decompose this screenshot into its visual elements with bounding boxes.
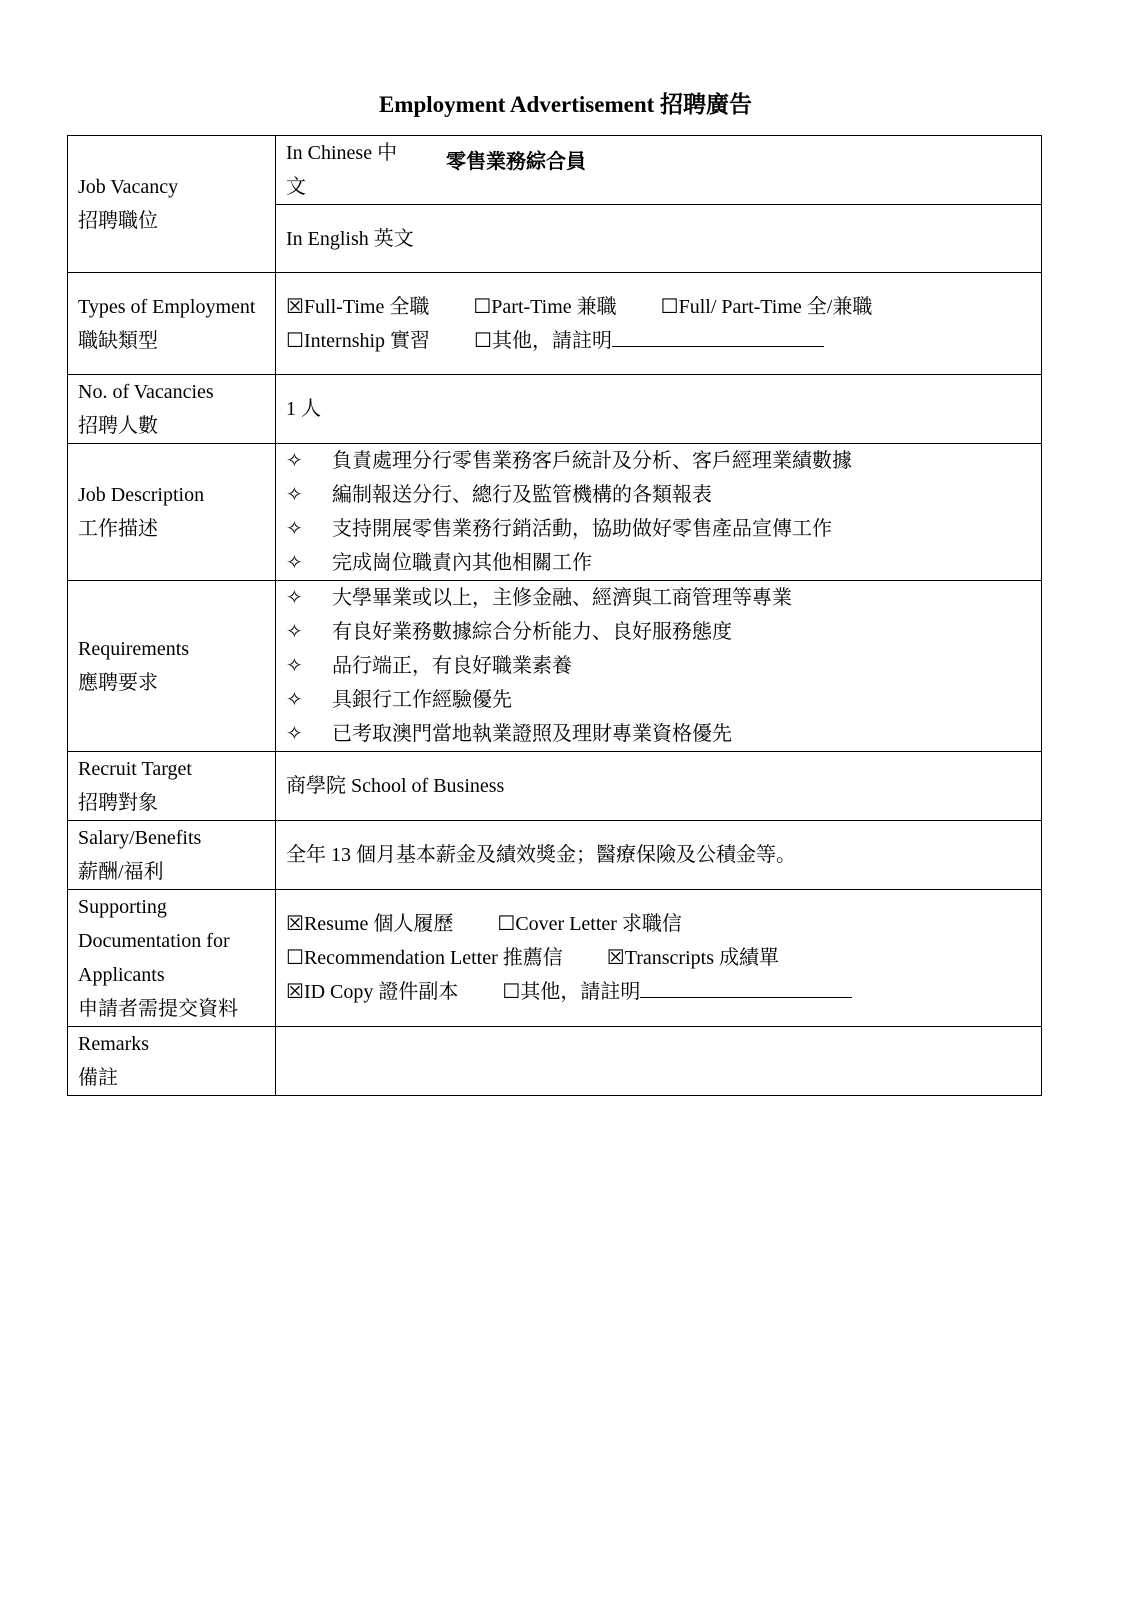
checkbox-icon[interactable]: ☐ xyxy=(474,329,492,352)
other-blank-line[interactable] xyxy=(612,324,824,347)
bullet-icon: ✧ xyxy=(286,450,303,472)
bullet-icon: ✧ xyxy=(286,689,303,711)
list-item xyxy=(286,478,1031,512)
item-text: 編制報送分行、總行及監管機構的各類報表 xyxy=(332,484,712,506)
label-cn: 招聘對象 xyxy=(78,792,158,814)
list-item xyxy=(286,546,1031,580)
option-recommendation-letter[interactable] xyxy=(286,941,563,975)
label-cn: 應聘要求 xyxy=(78,672,158,694)
bullet-icon: ✧ xyxy=(286,552,303,574)
bullet-icon: ✧ xyxy=(286,518,303,540)
label-cn: 工作描述 xyxy=(78,518,158,540)
recruit-target-value: 商學院 School of Business xyxy=(276,752,1042,821)
vacancies-label xyxy=(68,375,276,444)
option-label: Resume 個人履歷 xyxy=(303,913,454,935)
list-item xyxy=(286,717,1031,751)
requirements-list xyxy=(276,581,1042,752)
option-label: 其他，請註明 xyxy=(491,329,612,352)
job-title-cn: 零售業務綜合員 xyxy=(446,151,586,173)
job-description-list xyxy=(276,444,1042,581)
label-cn: 招聘職位 xyxy=(78,210,158,232)
option-label: Internship 實習 xyxy=(303,329,431,352)
list-item xyxy=(286,615,1031,649)
checkbox-icon[interactable]: ☐ xyxy=(473,295,492,318)
label-en: Recruit Target xyxy=(78,758,192,780)
label-cn: 備註 xyxy=(78,1067,118,1089)
list-item xyxy=(286,683,1031,717)
option-id-copy[interactable] xyxy=(286,975,458,1009)
list-item xyxy=(286,649,1031,683)
employment-type-options xyxy=(276,273,1042,375)
option-transcripts[interactable] xyxy=(607,941,779,975)
item-text: 品行端正，有良好職業素養 xyxy=(332,655,572,677)
checkbox-icon[interactable]: ☒ xyxy=(286,295,304,318)
bullet-icon: ✧ xyxy=(286,587,303,609)
option-part-time[interactable] xyxy=(473,290,616,324)
item-text: 已考取澳門當地執業證照及理財專業資格優先 xyxy=(332,723,732,745)
option-label: Recommendation Letter 推薦信 xyxy=(303,947,563,969)
option-resume[interactable] xyxy=(286,907,453,941)
job-vacancy-chinese xyxy=(276,136,1042,205)
documents-label xyxy=(68,890,276,1027)
recruit-target-label xyxy=(68,752,276,821)
checkbox-icon[interactable]: ☐ xyxy=(286,947,304,969)
option-label: Cover Letter 求職信 xyxy=(515,913,682,935)
other-blank-line[interactable] xyxy=(640,975,852,998)
salary-value: 全年 13 個月基本薪金及績效獎金；醫療保險及公積金等。 xyxy=(276,821,1042,890)
checkbox-icon[interactable]: ☒ xyxy=(606,947,625,969)
checkbox-icon[interactable]: ☒ xyxy=(286,981,304,1003)
bullet-icon: ✧ xyxy=(286,655,303,677)
option-full-part-time[interactable] xyxy=(661,290,873,324)
option-cover-letter[interactable] xyxy=(497,907,682,941)
option-label: Full-Time 全職 xyxy=(303,295,430,318)
item-text: 完成崗位職責內其他相關工作 xyxy=(332,552,592,574)
vacancies-value: 1 人 xyxy=(276,375,1042,444)
list-item xyxy=(286,581,1031,615)
in-chinese-label: In Chinese 中文 xyxy=(286,142,398,198)
remarks-value xyxy=(276,1027,1042,1096)
item-text: 具銀行工作經驗優先 xyxy=(332,689,512,711)
option-internship[interactable] xyxy=(286,324,430,358)
label-en: Types of Employment xyxy=(78,295,256,318)
label-cn: 申請者需提交資料 xyxy=(78,998,238,1020)
checkbox-icon[interactable]: ☒ xyxy=(286,913,304,935)
label-en: Job Vacancy xyxy=(78,176,179,198)
page-title: Employment Advertisement 招聘廣告 xyxy=(378,92,753,117)
label-en: Job Description xyxy=(78,484,205,506)
list-item xyxy=(286,512,1031,546)
checkbox-icon[interactable]: ☐ xyxy=(286,329,304,352)
advertisement-table xyxy=(67,135,1042,1096)
item-text: 支持開展零售業務行銷活動，協助做好零售產品宣傳工作 xyxy=(332,518,832,540)
employment-type-label xyxy=(68,273,276,375)
label-cn: 招聘人數 xyxy=(78,415,158,437)
item-text: 有良好業務數據綜合分析能力、良好服務態度 xyxy=(332,621,732,643)
label-en: Salary/Benefits xyxy=(78,827,202,849)
option-full-time[interactable] xyxy=(286,290,429,324)
option-label: 其他，請註明 xyxy=(520,981,641,1003)
checkbox-icon[interactable]: ☐ xyxy=(660,295,679,318)
job-vacancy-label xyxy=(68,136,276,273)
label-en: No. of Vacancies xyxy=(78,381,214,403)
option-other[interactable] xyxy=(502,975,852,1009)
option-other[interactable] xyxy=(474,324,824,358)
option-label: ID Copy 證件副本 xyxy=(303,981,459,1003)
label-en: Remarks xyxy=(78,1033,150,1055)
label-en: Supporting Documentation for Applicants xyxy=(78,896,230,986)
in-english-label: In English 英文 xyxy=(286,227,414,250)
option-label: Part-Time 兼職 xyxy=(491,295,617,318)
item-text: 大學畢業或以上，主修金融、經濟與工商管理等專業 xyxy=(332,587,792,609)
salary-label xyxy=(68,821,276,890)
option-label: Transcripts 成績單 xyxy=(624,947,779,969)
remarks-label xyxy=(68,1027,276,1096)
bullet-icon: ✧ xyxy=(286,484,303,506)
option-label: Full/ Part-Time 全/兼職 xyxy=(678,295,873,318)
documents-options xyxy=(276,890,1042,1027)
job-description-label xyxy=(68,444,276,581)
bullet-icon: ✧ xyxy=(286,723,303,745)
label-cn: 職缺類型 xyxy=(78,329,158,352)
label-cn: 薪酬/福利 xyxy=(78,861,164,883)
bullet-icon: ✧ xyxy=(286,621,303,643)
label-en: Requirements xyxy=(78,638,190,660)
job-vacancy-english xyxy=(276,205,1042,273)
checkbox-icon[interactable]: ☐ xyxy=(497,913,516,935)
list-item xyxy=(286,444,1031,478)
checkbox-icon[interactable]: ☐ xyxy=(502,981,521,1003)
item-text: 負責處理分行零售業務客戶統計及分析、客戶經理業績數據 xyxy=(332,450,852,472)
requirements-label xyxy=(68,581,276,752)
